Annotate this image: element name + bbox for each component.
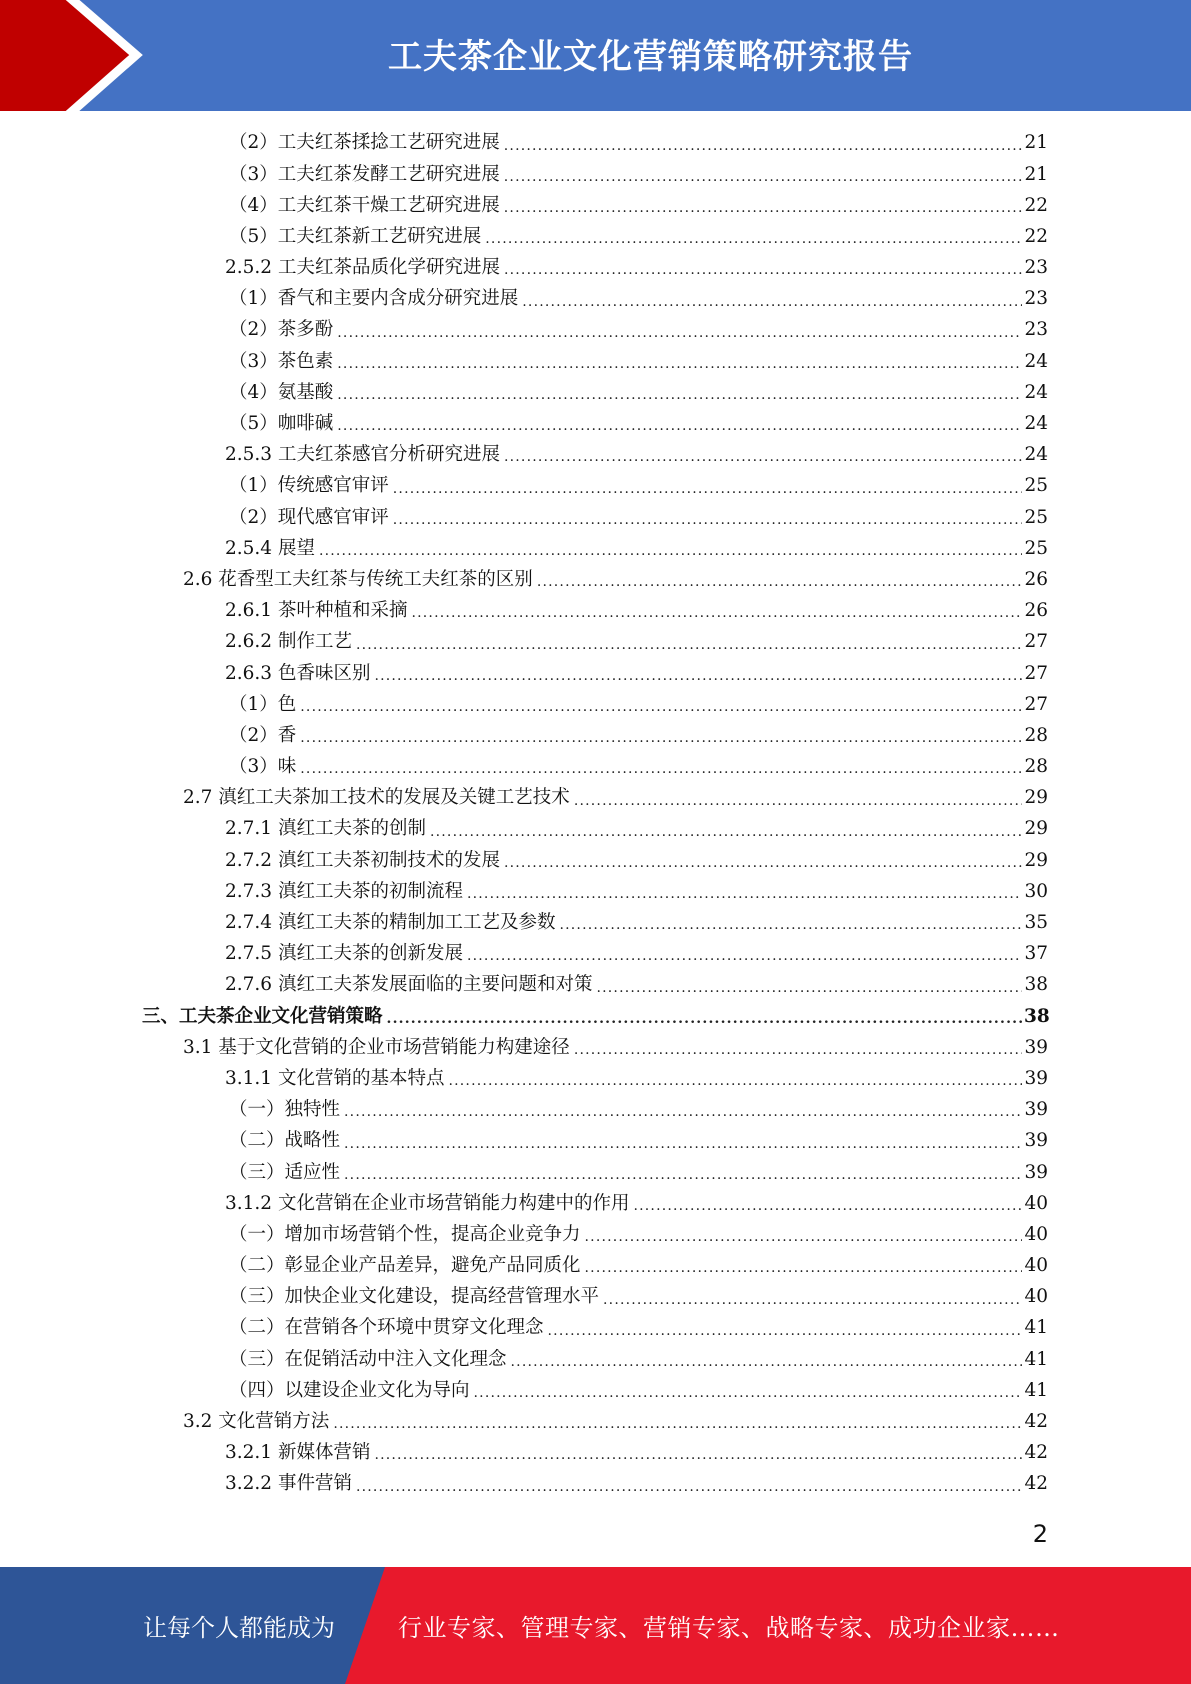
toc-entry-label: （1）色	[229, 693, 297, 715]
toc-dot-leader	[559, 918, 1022, 932]
toc-entry-label: （二）战略性	[229, 1130, 341, 1152]
footer-slogan-left: 让每个人都能成为	[143, 1614, 335, 1642]
toc-entry-label: 3.2.1 新媒体营销	[225, 1442, 371, 1464]
toc-dot-leader	[430, 825, 1022, 839]
toc-entry-label: 2.7.4 滇红工夫茶的精制加工工艺及参数	[225, 912, 556, 934]
toc-entry-page: 26	[1024, 568, 1048, 590]
toc-dot-leader	[387, 1012, 1022, 1026]
toc-entry[interactable]	[0, 190, 1191, 221]
toc-entry-page: 24	[1024, 350, 1048, 372]
toc-entry[interactable]	[0, 471, 1191, 502]
header-arrow-red	[0, 0, 130, 111]
toc-entry-page: 42	[1024, 1411, 1048, 1433]
toc-entry[interactable]	[0, 658, 1191, 689]
toc-entry[interactable]	[0, 752, 1191, 783]
toc-entry[interactable]	[0, 908, 1191, 939]
toc-entry-page: 27	[1024, 662, 1048, 684]
toc-entry-page: 37	[1024, 943, 1048, 965]
toc-entry-page: 40	[1024, 1286, 1048, 1308]
toc-entry-page: 42	[1024, 1473, 1048, 1495]
toc-dot-leader	[474, 1386, 1022, 1400]
toc-entry[interactable]	[0, 1064, 1191, 1095]
page-header	[0, 0, 1191, 111]
toc-entry-label: （1）香气和主要内含成分研究进展	[229, 288, 519, 310]
toc-entry[interactable]	[0, 315, 1191, 346]
header-arrow-icon	[0, 0, 160, 111]
toc-entry-label: 2.7 滇红工夫茶加工技术的发展及关键工艺技术	[183, 787, 570, 809]
toc-dot-leader	[504, 263, 1022, 277]
toc-entry-label: （四）以建设企业文化为导向	[229, 1379, 470, 1401]
toc-entry-page: 24	[1024, 381, 1048, 403]
toc-entry-page: 22	[1024, 225, 1048, 247]
toc-entry-label: 2.7.3 滇红工夫茶的初制流程	[225, 880, 463, 902]
toc-entry[interactable]	[0, 814, 1191, 845]
toc-entry[interactable]	[0, 783, 1191, 814]
toc-entry[interactable]	[0, 1251, 1191, 1282]
toc-entry[interactable]	[0, 1095, 1191, 1126]
toc-entry-page: 26	[1024, 600, 1048, 622]
toc-entry[interactable]	[0, 409, 1191, 440]
toc-entry-page: 24	[1024, 413, 1048, 435]
document-title-text: 工夫茶企业文化营销策略研究报告	[388, 36, 913, 77]
toc-entry[interactable]	[0, 128, 1191, 159]
toc-entry-label: （1）传统感官审评	[229, 475, 389, 497]
toc-entry-label: 2.6.2 制作工艺	[225, 631, 352, 653]
toc-entry[interactable]	[0, 689, 1191, 720]
toc-dot-leader	[300, 731, 1022, 745]
toc-dot-leader	[504, 450, 1022, 464]
document-title	[220, 0, 1191, 106]
toc-dot-leader	[467, 949, 1022, 963]
toc-entry-page: 25	[1024, 506, 1048, 528]
toc-entry-page: 40	[1024, 1223, 1048, 1245]
toc-entry-label: 2.7.1 滇红工夫茶的创制	[225, 818, 426, 840]
toc-dot-leader	[337, 419, 1022, 433]
toc-entry[interactable]	[0, 1126, 1191, 1157]
table-of-contents	[0, 128, 1191, 1500]
toc-entry[interactable]	[0, 378, 1191, 409]
toc-entry-label: 2.6 花香型工夫红茶与传统工夫红茶的区别	[183, 568, 533, 590]
toc-dot-leader	[504, 201, 1022, 215]
toc-entry-label: （2）现代感官审评	[229, 506, 389, 528]
toc-entry-label: 3.1.2 文化营销在企业市场营销能力构建中的作用	[225, 1192, 630, 1214]
toc-dot-leader	[448, 1074, 1022, 1088]
toc-entry-page: 24	[1024, 444, 1048, 466]
toc-entry-page: 41	[1024, 1348, 1048, 1370]
toc-entry-label: 3.1 基于文化营销的企业市场营销能力构建途径	[183, 1036, 570, 1058]
toc-entry[interactable]	[0, 596, 1191, 627]
toc-entry-label: （3）茶色素	[229, 350, 334, 372]
toc-dot-leader	[504, 170, 1022, 184]
toc-entry-page: 38	[1024, 974, 1048, 996]
toc-dot-leader	[596, 981, 1022, 995]
toc-entry-page: 27	[1024, 631, 1048, 653]
toc-dot-leader	[344, 1168, 1022, 1182]
toc-entry-page: 39	[1024, 1130, 1048, 1152]
toc-entry-label: 2.5.2 工夫红茶品质化学研究进展	[225, 257, 500, 279]
toc-entry-page: 35	[1024, 912, 1048, 934]
toc-entry-page: 41	[1024, 1379, 1048, 1401]
toc-entry-label: 2.7.6 滇红工夫茶发展面临的主要问题和对策	[225, 974, 593, 996]
toc-entry[interactable]	[0, 1407, 1191, 1438]
toc-entry-page: 23	[1024, 288, 1048, 310]
toc-entry-label: 2.7.5 滇红工夫茶的创新发展	[225, 943, 463, 965]
toc-dot-leader	[393, 482, 1022, 496]
toc-entry-page: 41	[1024, 1317, 1048, 1339]
toc-dot-leader	[467, 887, 1022, 901]
toc-dot-leader	[603, 1293, 1022, 1307]
toc-entry[interactable]	[0, 1313, 1191, 1344]
toc-entry-page: 39	[1024, 1067, 1048, 1089]
toc-entry-page: 28	[1024, 724, 1048, 746]
toc-entry-page: 29	[1024, 787, 1048, 809]
toc-dot-leader	[344, 1105, 1022, 1119]
toc-dot-leader	[585, 1261, 1022, 1275]
toc-entry-label: 2.6.1 茶叶种植和采摘	[225, 600, 408, 622]
toc-entry-label: 3.1.1 文化营销的基本特点	[225, 1067, 445, 1089]
toc-dot-leader	[537, 575, 1022, 589]
toc-entry[interactable]	[0, 1220, 1191, 1251]
toc-entry-page: 22	[1024, 194, 1048, 216]
toc-entry[interactable]	[0, 253, 1191, 284]
toc-entry-page: 39	[1024, 1099, 1048, 1121]
toc-entry-label: （三）加快企业文化建设，提高经营管理水平	[229, 1286, 600, 1308]
toc-entry-label: （二）彰显企业产品差异，避免产品同质化	[229, 1255, 581, 1277]
toc-entry-label: （5）咖啡碱	[229, 413, 334, 435]
toc-dot-leader	[411, 606, 1022, 620]
page-footer	[0, 1567, 1191, 1684]
toc-entry-page: 42	[1024, 1442, 1048, 1464]
toc-entry-page: 39	[1024, 1036, 1048, 1058]
toc-entry[interactable]	[0, 533, 1191, 564]
toc-entry-label: 2.5.4 展望	[225, 537, 315, 559]
toc-dot-leader	[633, 1199, 1022, 1213]
toc-entry-page: 30	[1024, 880, 1048, 902]
toc-entry[interactable]	[0, 1344, 1191, 1375]
toc-entry-label: （一）独特性	[229, 1099, 341, 1121]
toc-entry[interactable]	[0, 565, 1191, 596]
toc-entry-label: （三）适应性	[229, 1161, 341, 1183]
toc-entry[interactable]	[0, 284, 1191, 315]
toc-entry-page: 29	[1024, 818, 1048, 840]
toc-entry-label: 2.7.2 滇红工夫茶初制技术的发展	[225, 849, 500, 871]
toc-entry-page: 21	[1024, 163, 1048, 185]
toc-entry-page: 38	[1024, 1005, 1050, 1027]
toc-entry-label: 三、工夫茶企业文化营销策略	[142, 1005, 383, 1027]
toc-dot-leader	[585, 1230, 1022, 1244]
toc-entry-label: 2.6.3 色香味区别	[225, 662, 371, 684]
toc-entry[interactable]	[0, 939, 1191, 970]
toc-dot-leader	[504, 856, 1022, 870]
toc-dot-leader	[504, 139, 1022, 153]
toc-entry[interactable]	[0, 1188, 1191, 1219]
toc-dot-leader	[374, 669, 1022, 683]
toc-entry[interactable]	[0, 222, 1191, 253]
toc-entry[interactable]	[0, 159, 1191, 190]
toc-dot-leader	[574, 794, 1022, 808]
toc-dot-leader	[522, 295, 1022, 309]
toc-dot-leader	[356, 638, 1022, 652]
toc-entry-page: 28	[1024, 756, 1048, 778]
toc-entry-page: 29	[1024, 849, 1048, 871]
toc-entry[interactable]	[0, 1001, 1191, 1032]
toc-dot-leader	[344, 1137, 1022, 1151]
toc-entry[interactable]	[0, 845, 1191, 876]
toc-entry-label: （5）工夫红茶新工艺研究进展	[229, 225, 482, 247]
toc-dot-leader	[300, 762, 1022, 776]
toc-entry-page: 25	[1024, 537, 1048, 559]
toc-entry[interactable]	[0, 1376, 1191, 1407]
toc-dot-leader	[356, 1480, 1022, 1494]
toc-entry-label: 2.5.3 工夫红茶感官分析研究进展	[225, 444, 500, 466]
toc-entry-page: 39	[1024, 1161, 1048, 1183]
toc-entry[interactable]	[0, 1282, 1191, 1313]
toc-entry-page: 23	[1024, 319, 1048, 341]
toc-entry-page: 25	[1024, 475, 1048, 497]
toc-dot-leader	[319, 544, 1022, 558]
toc-entry-label: 3.2 文化营销方法	[183, 1411, 330, 1433]
toc-entry-page: 23	[1024, 257, 1048, 279]
toc-dot-leader	[574, 1043, 1022, 1057]
toc-entry-page: 21	[1024, 132, 1048, 154]
toc-entry[interactable]	[0, 1469, 1191, 1500]
toc-entry-page: 27	[1024, 693, 1048, 715]
toc-entry-page: 40	[1024, 1192, 1048, 1214]
toc-entry[interactable]	[0, 1032, 1191, 1063]
toc-entry-label: （3）工夫红茶发酵工艺研究进展	[229, 163, 500, 185]
toc-entry-label: （4）氨基酸	[229, 381, 334, 403]
toc-dot-leader	[374, 1448, 1022, 1462]
toc-entry-label: （3）味	[229, 756, 297, 778]
toc-dot-leader	[337, 388, 1022, 402]
toc-dot-leader	[337, 357, 1022, 371]
toc-entry-label: （2）工夫红茶揉捻工艺研究进展	[229, 132, 500, 154]
toc-dot-leader	[485, 232, 1022, 246]
toc-entry-label: 3.2.2 事件营销	[225, 1473, 352, 1495]
toc-entry[interactable]	[0, 721, 1191, 752]
toc-entry-page: 40	[1024, 1255, 1048, 1277]
toc-entry[interactable]	[0, 627, 1191, 658]
toc-entry-label: （三）在促销活动中注入文化理念	[229, 1348, 507, 1370]
toc-dot-leader	[300, 700, 1022, 714]
toc-dot-leader	[511, 1355, 1022, 1369]
toc-entry[interactable]	[0, 1438, 1191, 1469]
toc-entry[interactable]	[0, 970, 1191, 1001]
toc-entry-label: （2）香	[229, 724, 297, 746]
toc-entry-label: （一）增加市场营销个性，提高企业竞争力	[229, 1223, 581, 1245]
toc-entry-label: （4）工夫红茶干燥工艺研究进展	[229, 194, 500, 216]
toc-dot-leader	[548, 1324, 1022, 1338]
toc-entry-label: （二）在营销各个环境中贯穿文化理念	[229, 1317, 544, 1339]
toc-dot-leader	[337, 326, 1022, 340]
footer-slogan-right: 行业专家、管理专家、营销专家、战略专家、成功企业家……	[398, 1614, 1060, 1642]
toc-entry[interactable]	[0, 877, 1191, 908]
toc-entry[interactable]	[0, 1157, 1191, 1188]
toc-dot-leader	[333, 1417, 1022, 1431]
toc-entry[interactable]	[0, 346, 1191, 377]
toc-entry[interactable]	[0, 440, 1191, 471]
page-number: 2	[1032, 1520, 1048, 1548]
toc-dot-leader	[393, 513, 1022, 527]
toc-entry[interactable]	[0, 502, 1191, 533]
toc-entry-label: （2）茶多酚	[229, 319, 334, 341]
